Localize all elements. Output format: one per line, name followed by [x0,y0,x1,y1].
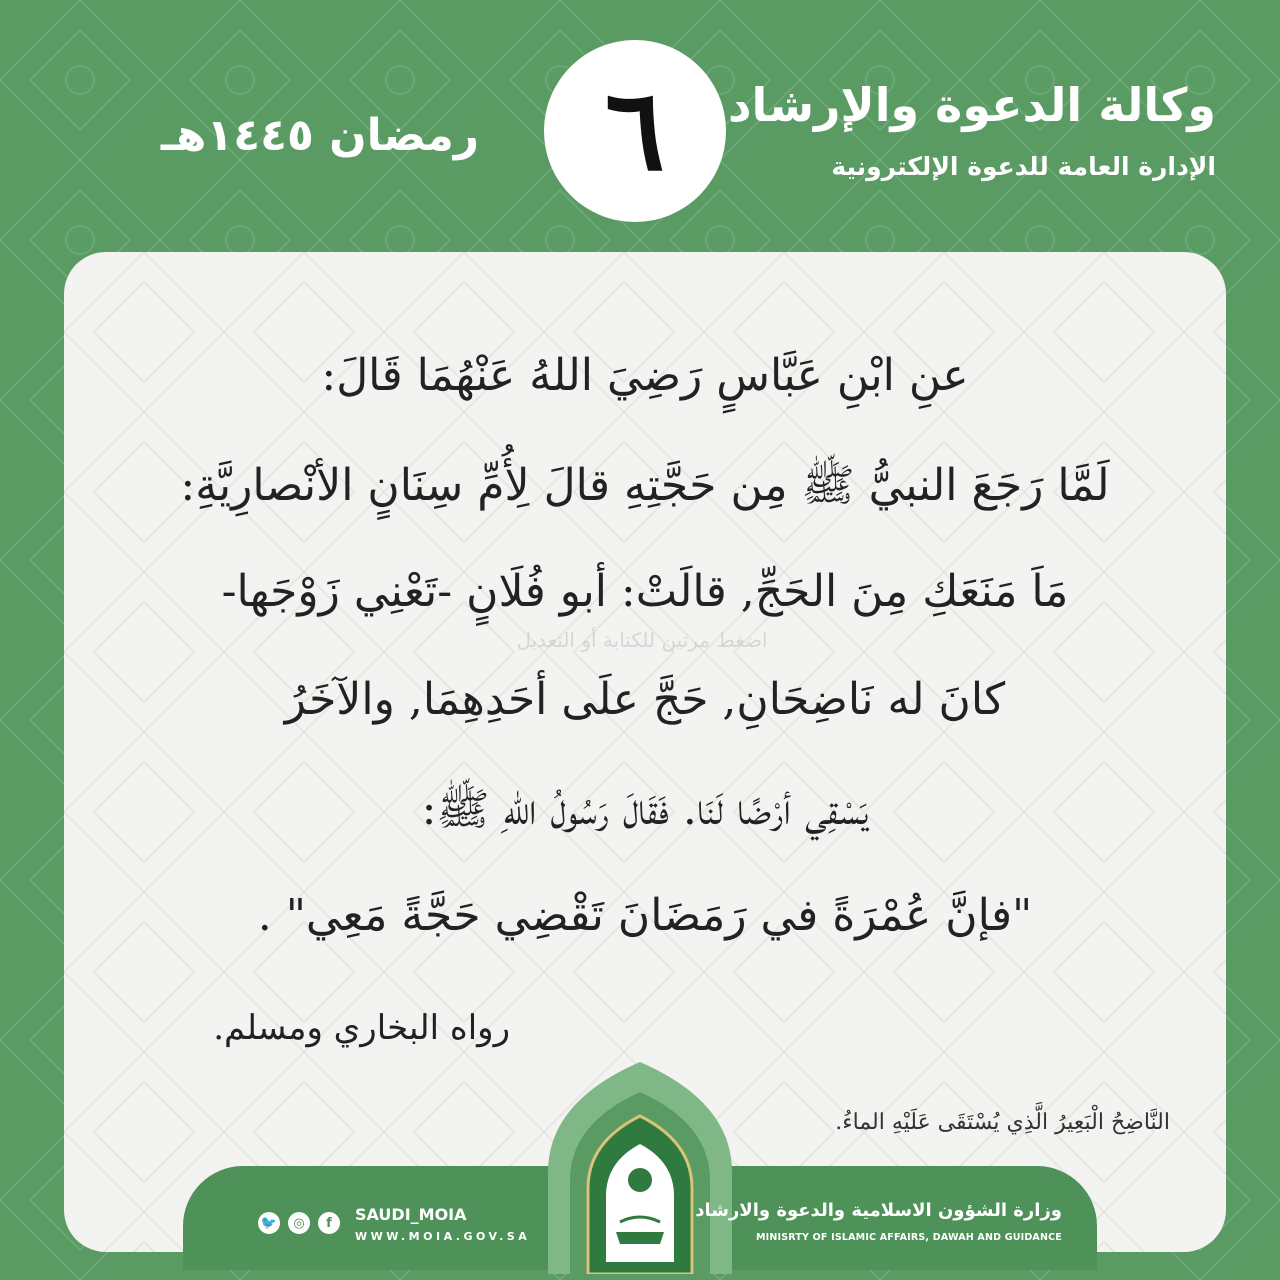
day-number-badge: ٦ [544,40,726,222]
hadith-line-1: عنِ ابْنِ عَبَّاسٍ رَضِيَ اللهُ عَنْهُمَا قَالَ: [321,350,969,401]
hadith-line-2: لَمَّا رَجَعَ النبيُّ ﷺ مِن حَجَّتِهِ قالَ لِأُمِّ سِنَانٍ الأنْصارِيَّةِ: [180,460,1110,511]
ministry-logo [548,1062,732,1274]
ministry-name-ar: وزارة الشؤون الاسلامية والدعوة والارشاد [695,1200,1062,1221]
header-title: وكالة الدعوة والإرشاد [727,78,1216,132]
social-handle[interactable]: SAUDI_MOIA [355,1205,467,1224]
instagram-icon[interactable]: ◎ [288,1212,310,1234]
hadith-line-6: "فإنَّ عُمْرَةً في رَمَضَانَ تَقْضِي حَجَّةً مَعِي" . [257,890,1033,941]
facebook-icon[interactable]: f [318,1212,340,1234]
hadith-line-4: كانَ له نَاضِحَانِ, حَجَّ علَى أحَدِهِمَا, والآخَرُ [284,674,1006,725]
ministry-name-en: MINISRTY OF ISLAMIC AFFAIRS, DAWAH AND GUIDANCE [755,1232,1062,1243]
edit-watermark: اضغط مرتين للكتابة أو التعديل [516,628,768,652]
hadith-line-3: مَاَ مَنَعَكِ مِنَ الحَجِّ, قالَتْ: أبو فُلَانٍ -تَعْنِي زَوْجَها- [221,566,1069,617]
hadith-footnote: النَّاضِحُ الْبَعِيرُ الَّذِي يُسْتَقَى عَلَيْهِ الماءُ. [835,1110,1170,1135]
hadith-line-5: يَسْقِي أرْضًا لَنَا. فَقَالَ رَسُولُ اللهِ ﷺ: [421,784,869,835]
twitter-icon[interactable]: 🐦 [258,1212,280,1234]
hadith-source: رواه البخاري ومسلم. [213,1008,510,1048]
header-subtitle: الإدارة العامة للدعوة الإلكترونية [831,152,1216,181]
hijri-date: رمضان ١٤٤٥هـ [160,110,480,161]
website-link[interactable]: WWW.MOIA.GOV.SA [355,1230,531,1243]
